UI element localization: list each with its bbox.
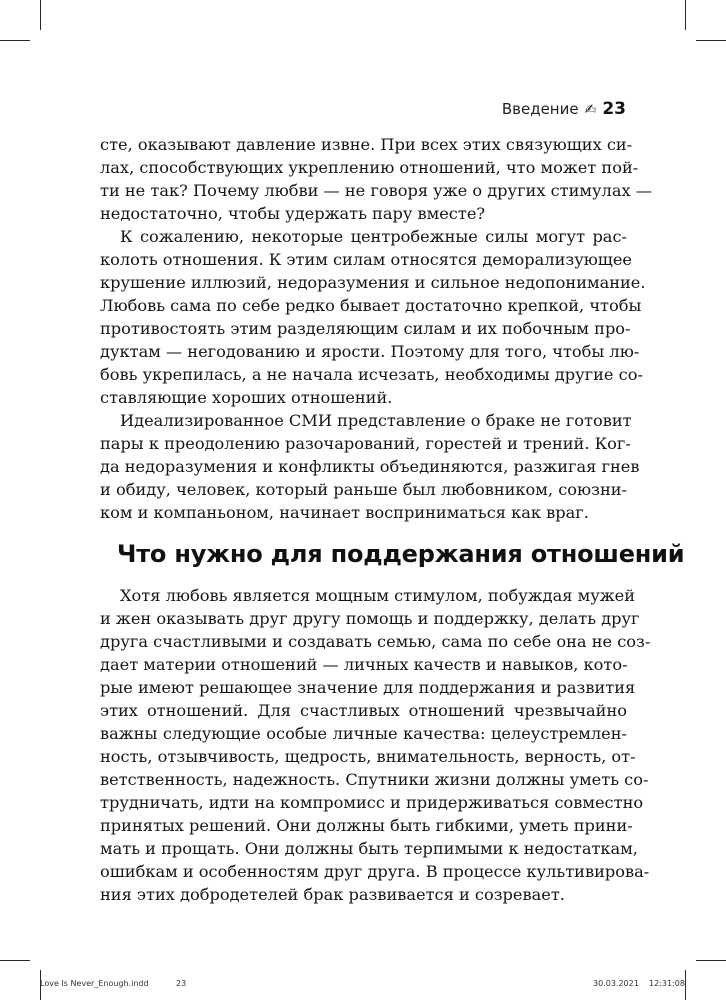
body-text-bottom bbox=[100, 584, 651, 906]
text-line: трудничать, идти на компромисс и придерживаться совместно bbox=[100, 793, 644, 812]
text-line: и обиду, человек, который раньше был любовником, союзни- bbox=[100, 480, 627, 499]
text-line: Любовь сама по себе редко бывает достаточно крепкой, чтобы bbox=[100, 296, 642, 315]
text-line: ность, отзывчивость, щедрость, внимательность, верность, от- bbox=[100, 747, 636, 766]
text-line: колоть отношения. К этим силам относятся деморализующее bbox=[100, 250, 633, 269]
text-line: да недоразумения и конфликты объединяются, разжигая гнев bbox=[100, 457, 640, 476]
text-line: дает материи отношений — личных качеств и навыков, кото- bbox=[100, 655, 628, 674]
text-line: К сожалению, некоторые центробежные силы могут рас- bbox=[120, 227, 627, 246]
text-line: мать и прощать. Они должны быть терпимыми к недостаткам, bbox=[100, 839, 638, 858]
paragraph bbox=[100, 133, 652, 225]
body-text-top bbox=[100, 133, 652, 524]
text-line: ставляющие хороших отношений. bbox=[100, 388, 393, 407]
running-head bbox=[502, 99, 626, 119]
text-line: и жен оказывать друг другу помощь и поддержку, делать друг bbox=[100, 609, 640, 628]
crop-mark-bottom-right-h bbox=[696, 960, 726, 961]
crop-mark-top-left-h bbox=[0, 40, 30, 41]
text-line: Хотя любовь является мощным стимулом, побуждая мужей bbox=[120, 586, 635, 605]
text-line: пары к преодолению разочарований, горестей и трений. Ког- bbox=[100, 434, 631, 453]
text-line: важны следующие особые личные качества: целеустремлен- bbox=[100, 724, 627, 743]
crop-mark-top-right-h bbox=[696, 40, 726, 41]
text-line: ния этих добродетелей брак развивается и созревает. bbox=[100, 885, 565, 904]
crop-mark-top-right-v bbox=[685, 0, 686, 30]
text-line: ти не так? Почему любви — не говоря уже о других стимулах — bbox=[100, 181, 652, 200]
text-line: друга счастливыми и создавать семью, сама по себе она не соз- bbox=[100, 632, 651, 651]
quill-ornament-icon: ✍︎ bbox=[584, 102, 597, 118]
text-line: противостоять этим разделяющим силам и их побочным про- bbox=[100, 319, 631, 338]
slug-page: 23 bbox=[176, 979, 187, 988]
text-line: ветственность, надежность. Спутники жизни должны уметь со- bbox=[100, 770, 649, 789]
running-head-section: Введение bbox=[501, 100, 579, 118]
paragraph bbox=[100, 225, 646, 409]
slug-filename: Love Is Never_Enough.indd bbox=[40, 979, 149, 988]
text-line: лах, способствующих укреплению отношений, что может пой- bbox=[100, 158, 639, 177]
text-line: ком и компаньоном, начинает восприниматься как враг. bbox=[100, 503, 589, 522]
text-line: рые имеют решающее значение для поддержания и развития bbox=[100, 678, 636, 697]
text-line: крушение иллюзий, недоразумения и сильное недопонимание. bbox=[100, 273, 646, 292]
text-line: ошибкам и особенностям друг друга. В процессе культивирова- bbox=[100, 862, 650, 881]
text-line: сте, оказывают давление извне. При всех этих связующих си- bbox=[100, 135, 633, 154]
page-number: 23 bbox=[602, 99, 626, 119]
crop-mark-top-left-v bbox=[40, 0, 41, 30]
text-line: Идеализированное СМИ представление о браке не готовит bbox=[120, 411, 632, 430]
section-heading: Что нужно для поддержания отношений bbox=[117, 540, 685, 568]
text-line: этих отношений. Для счастливых отношений чрезвычайно bbox=[100, 701, 627, 720]
text-line: бовь укрепилась, а не начала исчезать, необходимы другие со- bbox=[100, 365, 643, 384]
text-line: дуктам — негодованию и ярости. Поэтому для того, чтобы лю- bbox=[100, 342, 640, 361]
slug-date: 30.03.2021 bbox=[593, 979, 639, 988]
text-line: принятых решений. Они должны быть гибкими, уметь прини- bbox=[100, 816, 633, 835]
crop-mark-bottom-left-h bbox=[0, 960, 30, 961]
slug-time: 12:31:08 bbox=[649, 979, 685, 988]
text-line: недостаточно, чтобы удержать пару вместе? bbox=[100, 204, 486, 223]
paragraph bbox=[100, 584, 651, 906]
print-slug bbox=[0, 979, 726, 993]
paragraph bbox=[100, 409, 640, 524]
